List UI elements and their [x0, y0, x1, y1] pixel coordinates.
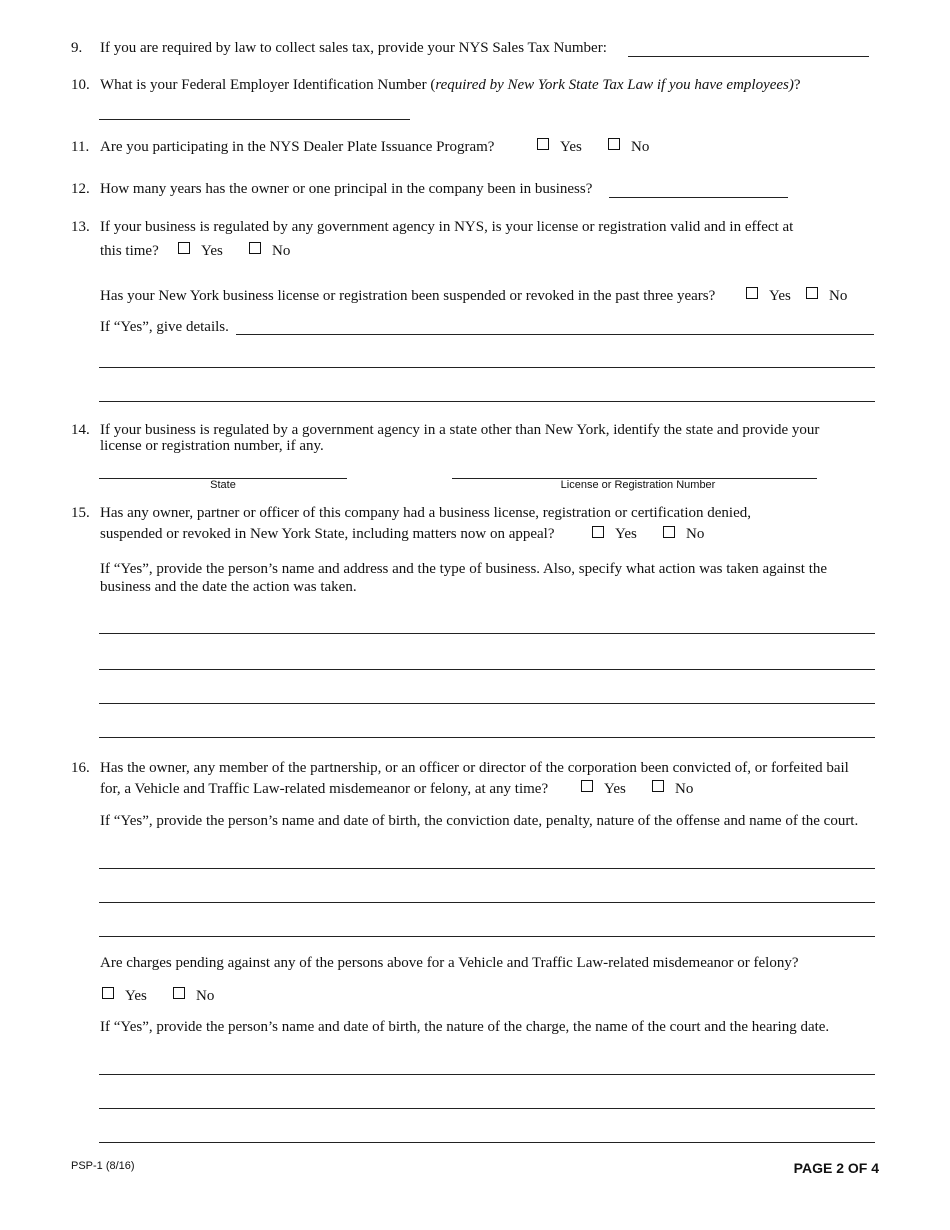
q15-yes-checkbox[interactable]	[592, 526, 604, 538]
q13-details-line-1[interactable]	[236, 334, 874, 335]
q16-yes-label: Yes	[604, 781, 626, 797]
q16-pending-no-checkbox[interactable]	[173, 987, 185, 999]
q16-pending-yes-checkbox[interactable]	[102, 987, 114, 999]
q16-pending-details: If “Yes”, provide the person’s name and date of birth, the nature of the charge, the name of the court and the hearing date.	[100, 1019, 830, 1035]
q16-pending-answer-line-1[interactable]	[99, 1074, 875, 1075]
q12-text: How many years has the owner or one principal in the company been in business?	[100, 181, 593, 197]
q13-sub-yes-checkbox[interactable]	[746, 287, 758, 299]
q16-answer-line-1[interactable]	[99, 868, 875, 869]
q16-pending-no-label: No	[196, 988, 215, 1004]
form-id: PSP-1 (8/16)	[71, 1160, 135, 1172]
q13-yes-label: Yes	[201, 243, 223, 259]
q15-answer-line-4[interactable]	[99, 737, 875, 738]
q15-yes-label: Yes	[615, 526, 637, 542]
q11-number: 11.	[71, 139, 90, 155]
q11-yes-checkbox[interactable]	[537, 138, 549, 150]
q16-no-checkbox[interactable]	[652, 780, 664, 792]
q10-number: 10.	[71, 77, 90, 93]
q15-no-label: No	[686, 526, 705, 542]
q14-state-caption: State	[210, 479, 236, 491]
q15-answer-line-1[interactable]	[99, 633, 875, 634]
q16-answer-line-3[interactable]	[99, 936, 875, 937]
q15-details-line1: If “Yes”, provide the person’s name and address and the type of business. Also, specify what action was taken against the	[100, 561, 828, 577]
q9-number: 9.	[71, 40, 83, 56]
q11-no-label: No	[631, 139, 650, 155]
q11-yes-label: Yes	[560, 139, 582, 155]
q15-answer-line-3[interactable]	[99, 703, 875, 704]
q13-sub-no-checkbox[interactable]	[806, 287, 818, 299]
q16-pending-answer-line-2[interactable]	[99, 1108, 875, 1109]
q13-no-label: No	[272, 243, 291, 259]
q15-answer-line-2[interactable]	[99, 669, 875, 670]
q16-line2: for, a Vehicle and Traffic Law-related misdemeanor or felony, at any time?	[100, 781, 549, 797]
q16-details: If “Yes”, provide the person’s name and date of birth, the conviction date, penalty, nature of the offense and name of the court.	[100, 813, 859, 829]
q14-number: 14.	[71, 422, 90, 438]
q13-no-checkbox[interactable]	[249, 242, 261, 254]
q10-text: What is your Federal Employer Identification Number (required by New York State Tax Law if you have employees)?	[100, 77, 801, 93]
q15-number: 15.	[71, 505, 90, 521]
q13-line2: this time?	[100, 243, 159, 259]
q10-fein-field[interactable]	[99, 119, 410, 120]
q16-answer-line-2[interactable]	[99, 902, 875, 903]
q14-line2: license or registration number, if any.	[100, 438, 324, 454]
q14-line1: If your business is regulated by a government agency in a state other than New York, identify the state and provide your	[100, 422, 820, 438]
q13-sub-yes-label: Yes	[769, 288, 791, 304]
q14-license-caption: License or Registration Number	[560, 479, 716, 491]
q16-yes-checkbox[interactable]	[581, 780, 593, 792]
q9-sales-tax-number-field[interactable]	[628, 56, 869, 57]
q13-details-line-2[interactable]	[99, 367, 875, 368]
q13-sub-question: Has your New York business license or registration been suspended or revoked in the past three years?	[100, 288, 716, 304]
q15-line1: Has any owner, partner or officer of this company had a business license, registration or certification denied,	[100, 505, 751, 521]
q16-pending-question: Are charges pending against any of the persons above for a Vehicle and Traffic Law-related misdemeanor or felony?	[100, 955, 799, 971]
q11-no-checkbox[interactable]	[608, 138, 620, 150]
q15-line2: suspended or revoked in New York State, including matters now on appeal?	[100, 526, 555, 542]
q16-pending-yes-label: Yes	[125, 988, 147, 1004]
q11-text: Are you participating in the NYS Dealer Plate Issuance Program?	[100, 139, 495, 155]
q13-yes-checkbox[interactable]	[178, 242, 190, 254]
q13-number: 13.	[71, 219, 90, 235]
q13-details-label: If “Yes”, give details.	[100, 319, 229, 335]
q12-number: 12.	[71, 181, 90, 197]
q15-no-checkbox[interactable]	[663, 526, 675, 538]
q16-pending-answer-line-3[interactable]	[99, 1142, 875, 1143]
q13-sub-no-label: No	[829, 288, 848, 304]
q9-text: If you are required by law to collect sales tax, provide your NYS Sales Tax Number:	[100, 40, 607, 56]
q16-no-label: No	[675, 781, 694, 797]
page-number: PAGE 2 OF 4	[793, 1160, 879, 1176]
q15-details-line2: business and the date the action was taken.	[100, 579, 357, 595]
q16-line1: Has the owner, any member of the partnership, or an officer or director of the corporation been convicted of, or forfeited bail	[100, 760, 849, 776]
q13-line1: If your business is regulated by any government agency in NYS, is your license or registration valid and in effect at	[100, 219, 794, 235]
q16-number: 16.	[71, 760, 90, 776]
q12-years-field[interactable]	[609, 197, 788, 198]
q13-details-line-3[interactable]	[99, 401, 875, 402]
